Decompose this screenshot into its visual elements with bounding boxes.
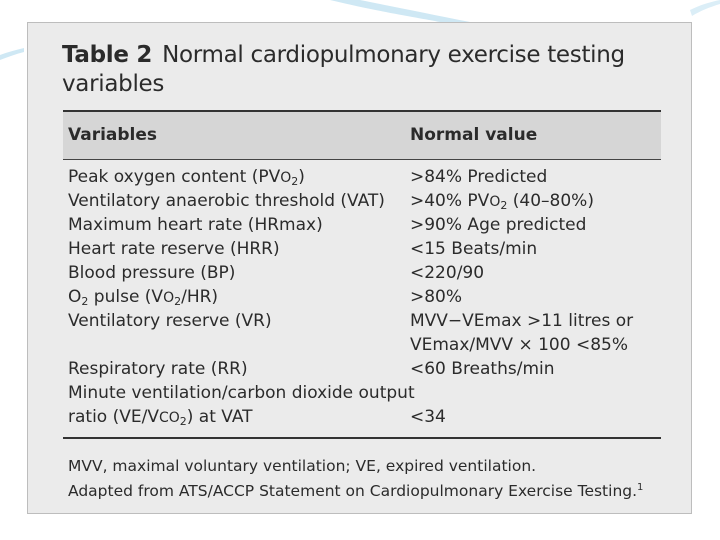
row-variable: Ventilatory reserve (VR) <box>68 311 272 331</box>
row-normal-value: <60 Breaths/min <box>410 359 555 379</box>
footnote-reference: 1 <box>637 482 644 493</box>
row-variable: Blood pressure (BP) <box>68 263 236 283</box>
table-title <box>62 41 662 99</box>
header-rule <box>63 159 661 160</box>
row-normal-value: <34 <box>410 407 446 427</box>
row-variable: Ventilatory anaerobic threshold (VAT) <box>68 191 385 211</box>
row-normal-value: <15 Beats/min <box>410 239 538 259</box>
table-bottom-rule <box>63 437 661 439</box>
footnote-source <box>68 482 643 500</box>
row-variable: $O_2$ pulse $(VO_2/HR)$ <box>68 287 219 308</box>
footnote-abbreviations: MVV, maximal voluntary ventilation; VE, expired ventilation. <box>68 457 537 475</box>
row-normal-value: >80% <box>410 287 463 307</box>
bottom-band <box>0 514 720 540</box>
row-normal-value: MVV−VEmax >11 litres or <box>410 311 634 331</box>
row-normal-value: >90% Age predicted <box>410 215 587 235</box>
table-top-rule <box>63 110 661 112</box>
row-variable: ratio $(VE/VCO_2)$ at VAT <box>68 407 253 428</box>
footnote-source-text: Adapted from ATS/ACCP Statement on Cardiopulmonary Exercise Testing. <box>68 482 638 500</box>
row-variable: Maximum heart rate (HRmax) <box>68 215 323 235</box>
table-label: Table 2 <box>62 42 153 68</box>
header-variables: Variables <box>68 125 158 145</box>
header-normal-value: Normal value <box>410 125 538 145</box>
row-normal-value: VEmax/MVV × 100 <85% <box>410 335 628 355</box>
row-normal-value: >40% $PVO_2$ (40–80%) <box>410 191 594 212</box>
row-normal-value: <220/90 <box>410 263 485 283</box>
row-variable: Heart rate reserve (HRR) <box>68 239 280 259</box>
row-variable: Respiratory rate (RR) <box>68 359 248 379</box>
table-card <box>27 22 692 514</box>
row-variable: Minute ventilation/carbon dioxide output <box>68 383 415 403</box>
row-variable: Peak oxygen content $(PVO_2)$ <box>68 167 305 188</box>
table-title-text: Normal cardiopulmonary exercise testing variables <box>62 42 625 97</box>
row-normal-value: >84% Predicted <box>410 167 548 187</box>
